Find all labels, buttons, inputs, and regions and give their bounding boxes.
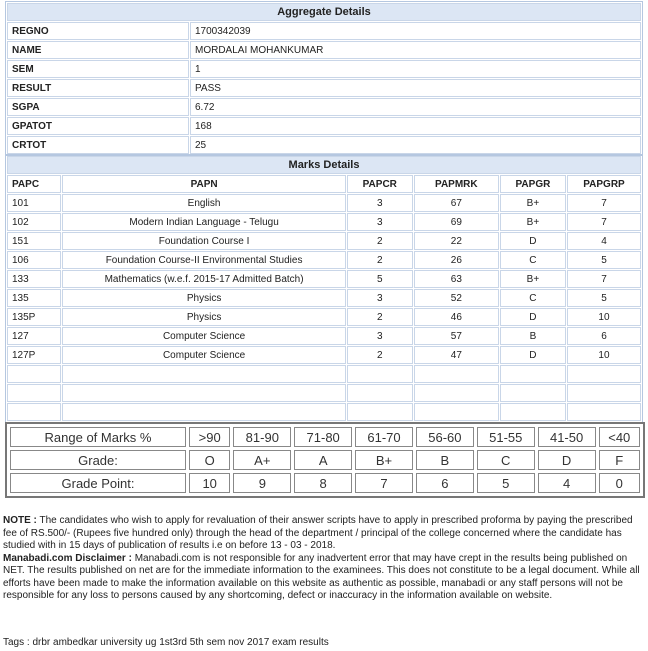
marks-cell-papcr: 3 (347, 213, 413, 231)
aggregate-value: 1700342039 (190, 22, 641, 40)
empty-cell (414, 365, 499, 383)
aggregate-value: 6.72 (190, 98, 641, 116)
empty-cell (500, 365, 566, 383)
marks-cell-papgr: D (500, 232, 566, 250)
marks-row (7, 251, 641, 269)
marks-cell-papgrp: 7 (567, 213, 641, 231)
disclaimer-text: Manabadi.com is not responsible for any inadvertent error that may have crept in the results being published on NET. The results published on net are for the immediate information to the examinees. This does not constitute to be a legal document. While all efforts have been made to make the information available on this website as authentic as possible, manabadi or any staff persons will not be responsible for any loss to persons caused by any shortcoming, defect or inaccuracy in the information available on website. (3, 552, 640, 601)
marks-cell-papc: 102 (7, 213, 61, 231)
marks-cell-papgr: D (500, 308, 566, 326)
column-header-papcr: PAPCR (347, 175, 413, 193)
empty-cell (500, 403, 566, 421)
marks-row (7, 213, 641, 231)
grade-cell: A+ (233, 450, 291, 470)
marks-row (7, 327, 641, 345)
disclaimer-label: Manabadi.com Disclaimer : (3, 552, 132, 564)
marks-cell-papc: 135 (7, 289, 61, 307)
marks-cell-papmrk: 57 (414, 327, 499, 345)
grade-cell: B+ (355, 450, 413, 470)
marks-cell-papc: 151 (7, 232, 61, 250)
aggregate-details-title: Aggregate Details (7, 3, 641, 21)
column-header-papc: PAPC (7, 175, 61, 193)
aggregate-value: PASS (190, 79, 641, 97)
empty-cell (7, 403, 61, 421)
grade-point-cell: 6 (416, 473, 474, 493)
marks-cell-papgr: B+ (500, 213, 566, 231)
note-label: NOTE : (3, 515, 37, 526)
empty-marks-row (7, 365, 641, 383)
grade-point-cell: 9 (233, 473, 291, 493)
empty-cell (347, 384, 413, 402)
grade-point-cell: 0 (599, 473, 640, 493)
marks-cell-papn: Mathematics (w.e.f. 2015-17 Admitted Batch) (62, 270, 345, 288)
range-cell: >90 (189, 427, 230, 447)
range-cell: 56-60 (416, 427, 474, 447)
grade-point-cell: 10 (189, 473, 230, 493)
range-cell: <40 (599, 427, 640, 447)
marks-cell-papgrp: 4 (567, 232, 641, 250)
grade-cell: D (538, 450, 596, 470)
grade-range-table (5, 422, 645, 498)
empty-cell (62, 403, 345, 421)
range-cell: 81-90 (233, 427, 291, 447)
marks-cell-papmrk: 52 (414, 289, 499, 307)
marks-cell-papgrp: 10 (567, 346, 641, 364)
marks-cell-papcr: 2 (347, 308, 413, 326)
aggregate-value: 25 (190, 136, 641, 154)
aggregate-row (7, 117, 641, 135)
marks-cell-papgrp: 5 (567, 251, 641, 269)
grade-row (10, 450, 640, 470)
marks-row (7, 270, 641, 288)
tags-text: drbr ambedkar university ug 1st3rd 5th sem nov 2017 exam results (29, 637, 329, 648)
marks-cell-papgr: B+ (500, 194, 566, 212)
marks-cell-papcr: 3 (347, 289, 413, 307)
marks-cell-papn: Modern Indian Language - Telugu (62, 213, 345, 231)
notes-section (3, 515, 644, 603)
marks-cell-papn: Computer Science (62, 346, 345, 364)
revaluation-note (3, 515, 644, 553)
empty-marks-row (7, 403, 641, 421)
grade-point-label: Grade Point: (10, 473, 186, 493)
marks-cell-papc: 101 (7, 194, 61, 212)
marks-cell-papmrk: 22 (414, 232, 499, 250)
range-cell: 51-55 (477, 427, 535, 447)
marks-cell-papmrk: 69 (414, 213, 499, 231)
marks-cell-papc: 135P (7, 308, 61, 326)
tags-label: Tags : (3, 637, 30, 648)
marks-details-table (5, 154, 643, 423)
empty-cell (62, 365, 345, 383)
marks-cell-papn: Foundation Course-II Environmental Studies (62, 251, 345, 269)
aggregate-key: SEM (7, 60, 189, 78)
marks-cell-papgrp: 7 (567, 270, 641, 288)
aggregate-key: REGNO (7, 22, 189, 40)
marks-row (7, 232, 641, 250)
aggregate-key: SGPA (7, 98, 189, 116)
empty-cell (567, 365, 641, 383)
marks-row (7, 346, 641, 364)
marks-cell-papgrp: 10 (567, 308, 641, 326)
marks-cell-papgr: B (500, 327, 566, 345)
grade-cell: A (294, 450, 352, 470)
aggregate-key: RESULT (7, 79, 189, 97)
marks-cell-papgrp: 6 (567, 327, 641, 345)
marks-cell-papgr: C (500, 251, 566, 269)
grade-cell: O (189, 450, 230, 470)
marks-cell-papgr: D (500, 346, 566, 364)
marks-cell-papcr: 2 (347, 346, 413, 364)
column-header-papgr: PAPGR (500, 175, 566, 193)
empty-cell (62, 384, 345, 402)
marks-cell-papn: Physics (62, 289, 345, 307)
grade-cell: C (477, 450, 535, 470)
grade-point-row (10, 473, 640, 493)
aggregate-row (7, 79, 641, 97)
marks-cell-papgrp: 5 (567, 289, 641, 307)
empty-cell (347, 365, 413, 383)
empty-cell (500, 384, 566, 402)
aggregate-row (7, 60, 641, 78)
aggregate-value: MORDALAI MOHANKUMAR (190, 41, 641, 59)
aggregate-value: 1 (190, 60, 641, 78)
marks-cell-papmrk: 26 (414, 251, 499, 269)
marks-column-header-row (7, 175, 641, 193)
aggregate-details-table (5, 1, 643, 156)
marks-cell-papmrk: 67 (414, 194, 499, 212)
empty-cell (347, 403, 413, 421)
marks-cell-papmrk: 63 (414, 270, 499, 288)
marks-cell-papmrk: 46 (414, 308, 499, 326)
disclaimer (3, 553, 644, 603)
tags-line (3, 637, 329, 648)
empty-marks-row (7, 384, 641, 402)
marks-cell-papc: 133 (7, 270, 61, 288)
marks-cell-papcr: 3 (347, 327, 413, 345)
aggregate-row (7, 22, 641, 40)
column-header-papmrk: PAPMRK (414, 175, 499, 193)
marks-row (7, 289, 641, 307)
marks-cell-papc: 127 (7, 327, 61, 345)
marks-cell-papc: 106 (7, 251, 61, 269)
aggregate-row (7, 98, 641, 116)
marks-cell-papn: Foundation Course I (62, 232, 345, 250)
range-cell: 41-50 (538, 427, 596, 447)
grade-point-cell: 7 (355, 473, 413, 493)
marks-cell-papcr: 5 (347, 270, 413, 288)
aggregate-key: CRTOT (7, 136, 189, 154)
empty-cell (567, 403, 641, 421)
marks-cell-papn: Physics (62, 308, 345, 326)
range-cell: 61-70 (355, 427, 413, 447)
grade-point-cell: 5 (477, 473, 535, 493)
column-header-papn: PAPN (62, 175, 345, 193)
empty-cell (7, 365, 61, 383)
marks-cell-papcr: 2 (347, 251, 413, 269)
marks-cell-papn: English (62, 194, 345, 212)
range-cell: 71-80 (294, 427, 352, 447)
marks-cell-papc: 127P (7, 346, 61, 364)
range-label: Range of Marks % (10, 427, 186, 447)
aggregate-row (7, 41, 641, 59)
marks-cell-papgr: B+ (500, 270, 566, 288)
aggregate-value: 168 (190, 117, 641, 135)
empty-cell (414, 384, 499, 402)
aggregate-row (7, 136, 641, 154)
note-text: The candidates who wish to apply for revaluation of their answer scripts have to apply in prescribed proforma by paying the prescribed fee of RS.500/- (Rupees five hundred only) through the head of the department / principal of the college concerned where the candidate has studied with in 15 days of publication of results i.e on before 13 - 03 - 2018. (3, 515, 633, 551)
marks-details-title: Marks Details (7, 156, 641, 174)
grade-cell: F (599, 450, 640, 470)
column-header-papgrp: PAPGRP (567, 175, 641, 193)
marks-cell-papgrp: 7 (567, 194, 641, 212)
empty-cell (567, 384, 641, 402)
marks-cell-papcr: 3 (347, 194, 413, 212)
marks-row (7, 194, 641, 212)
aggregate-key: NAME (7, 41, 189, 59)
grade-point-cell: 8 (294, 473, 352, 493)
marks-cell-papmrk: 47 (414, 346, 499, 364)
empty-cell (414, 403, 499, 421)
range-row (10, 427, 640, 447)
marks-cell-papgr: C (500, 289, 566, 307)
aggregate-key: GPATOT (7, 117, 189, 135)
marks-row (7, 308, 641, 326)
empty-cell (7, 384, 61, 402)
marks-cell-papcr: 2 (347, 232, 413, 250)
grade-label: Grade: (10, 450, 186, 470)
grade-cell: B (416, 450, 474, 470)
marks-cell-papn: Computer Science (62, 327, 345, 345)
grade-point-cell: 4 (538, 473, 596, 493)
